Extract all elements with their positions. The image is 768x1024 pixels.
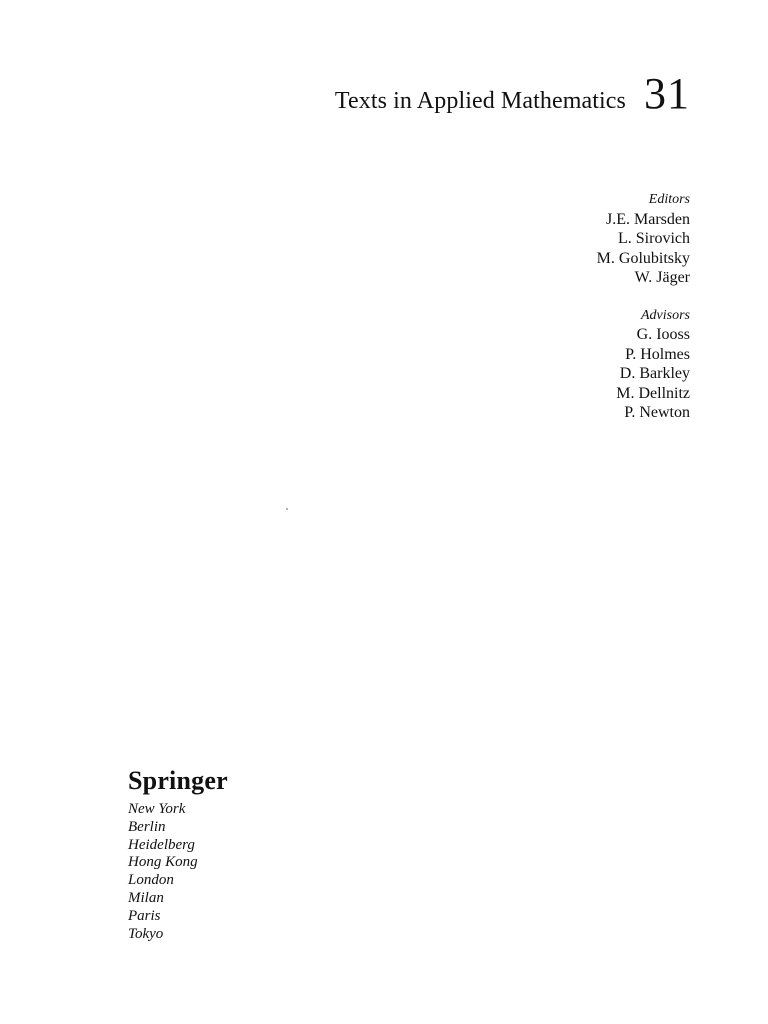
editor-name: M. Golubitsky bbox=[596, 249, 690, 267]
series-number: 31 bbox=[644, 69, 690, 118]
advisor-name: P. Newton bbox=[624, 404, 690, 421]
advisor-name: G. Iooss bbox=[636, 326, 690, 343]
advisor-name: M. Dellnitz bbox=[616, 384, 690, 402]
publisher-city: Milan bbox=[128, 889, 164, 906]
editors-heading: Editors bbox=[648, 192, 690, 207]
publisher-name: Springer bbox=[128, 766, 228, 795]
editor-name: J.E. Marsden bbox=[606, 210, 690, 228]
editor-name: L. Sirovich bbox=[618, 230, 690, 247]
editor-name: W. Jäger bbox=[634, 269, 690, 286]
editors-advisors-block bbox=[597, 190, 690, 423]
editors-group bbox=[597, 190, 690, 288]
publisher-city: Berlin bbox=[128, 818, 166, 835]
publisher-imprint bbox=[128, 768, 228, 943]
publisher-city: Hong Kong bbox=[128, 854, 198, 871]
series-title: Texts in Applied Mathematics bbox=[334, 88, 626, 114]
publisher-city: New York bbox=[128, 801, 186, 817]
advisor-name: D. Barkley bbox=[619, 365, 690, 382]
advisors-group bbox=[597, 306, 690, 423]
advisors-heading: Advisors bbox=[641, 307, 690, 323]
publisher-city: London bbox=[128, 872, 174, 889]
publisher-city: Heidelberg bbox=[128, 836, 195, 853]
publisher-city: Tokyo bbox=[128, 925, 164, 942]
advisor-name: P. Holmes bbox=[625, 345, 690, 363]
series-header bbox=[334, 69, 690, 118]
publisher-city: Paris bbox=[128, 907, 161, 924]
scan-speck bbox=[286, 508, 288, 510]
